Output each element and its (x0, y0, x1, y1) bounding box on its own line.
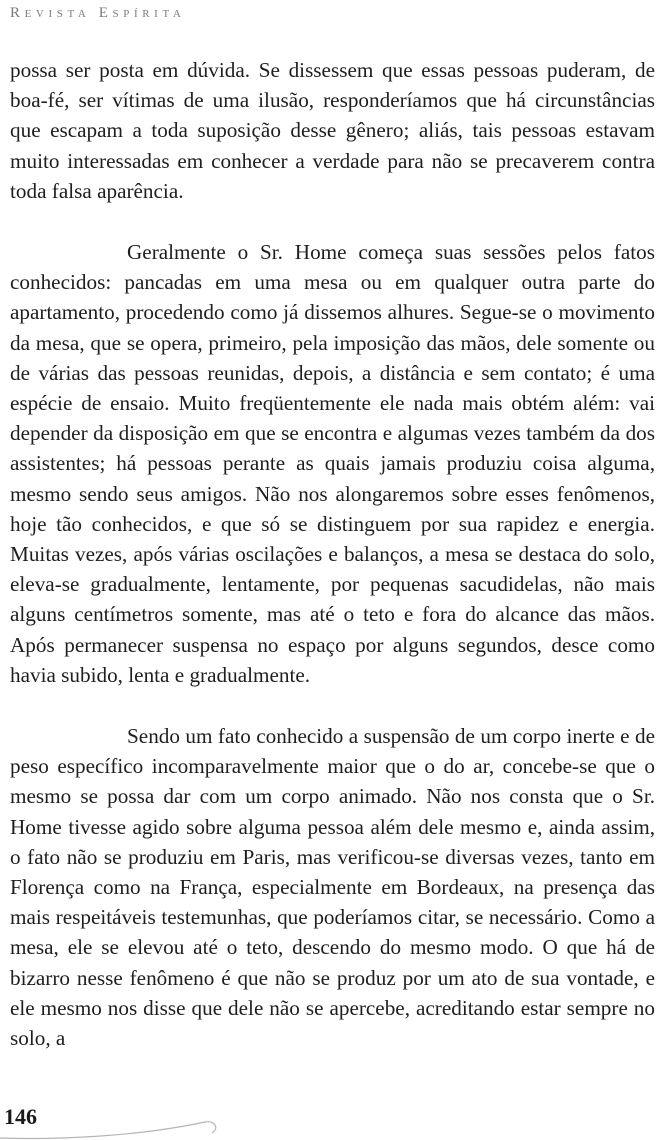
paragraph: possa ser posta em dúvida. Se dissessem que essas pessoas puderam, de boa-fé, ser vítimas de uma ilusão, responderíamos que há circunstâncias que escapam a toda suposição desse gênero; aliás, tais pessoas estavam muito interessadas em conhecer a verdade para não se precaverem contra toda falsa aparência. (10, 58, 655, 203)
page-number: 146 (4, 1104, 37, 1129)
running-header: Revista Espírita (10, 5, 186, 21)
page-body (10, 55, 655, 1053)
paragraph: Sendo um fato conhecido a suspensão de um corpo inerte e de peso específico incomparavelmente maior que o do ar, concebe-se que o mesmo se possa dar com um corpo animado. Não nos consta que o Sr. Home tivesse agido sobre alguma pessoa além dele mesmo e, ainda assim, o fato não se produziu em Paris, mas verificou-se diversas vezes, tanto em Florença como na França, especialmente em Bordeaux, na presença das mais respeitáveis testemunhas, que poderíamos citar, se necessário. Como a mesa, ele se elevou até o teto, descendo do mesmo modo. O que há de bizarro nesse fenômeno é que não se produz por um ato de sua vontade, e ele mesmo nos disse que dele não se apercebe, acreditando estar sempre no solo, a (10, 724, 655, 1051)
paragraph: Geralmente o Sr. Home começa suas sessões pelos fatos conhecidos: pancadas em uma mesa ou em qualquer outra parte do apartamento, procedendo como já dissemos alhures. Segue-se o movimento da mesa, que se opera, primeiro, pela imposição das mãos, dele somente ou de várias das pessoas reunidas, depois, a distância e sem contato; é uma espécie de ensaio. Muito freqüentemente ele nada mais obtém além: vai depender da disposição em que se encontra e algumas vezes também da dos assistentes; há pessoas perante as quais jamais produziu coisa alguma, mesmo sendo seus amigos. Não nos alongaremos sobre esses fenômenos, hoje tão conhecidos, e que só se distinguem por sua rapidez e energia. Muitas vezes, após várias oscilações e balanços, a mesa se destaca do solo, eleva-se gradualmente, lentamente, por pequenas sacudidelas, não mais alguns centímetros somente, mas até o teto e fora do alcance das mãos. Após permanecer suspensa no espaço por alguns segundos, desce como havia subido, lenta e gradualmente. (10, 240, 655, 687)
